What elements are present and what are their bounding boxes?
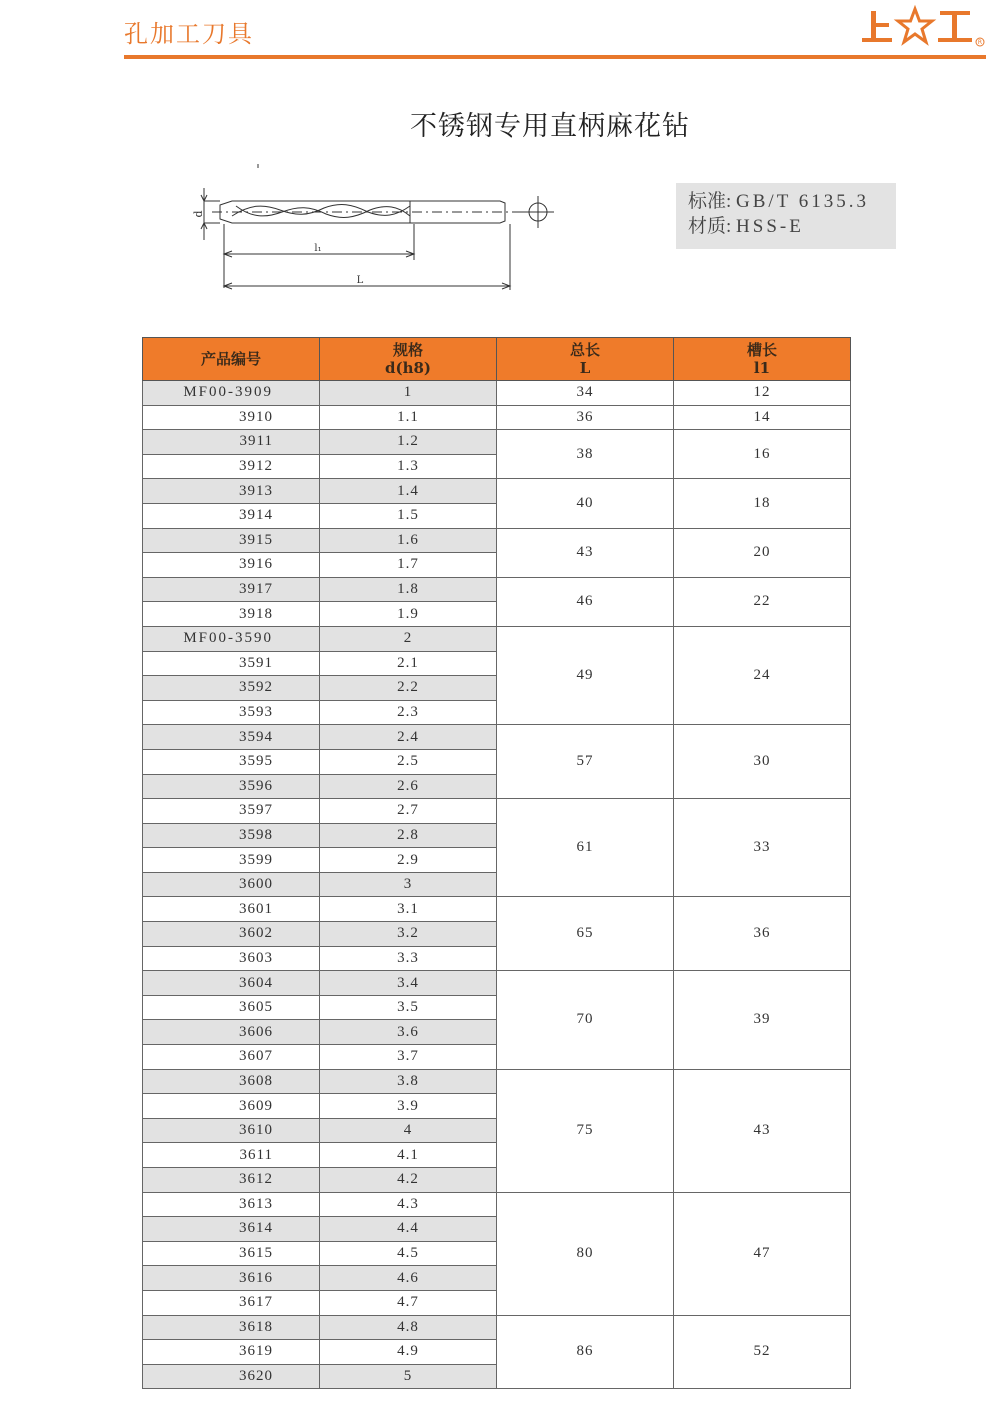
product-code-cell: 3915 <box>143 528 320 553</box>
table-body <box>143 381 851 1389</box>
table-row <box>143 381 851 406</box>
product-code-cell: 3610 <box>143 1118 320 1143</box>
drill-dimension-drawing <box>180 158 560 298</box>
diameter-cell: 3.1 <box>320 897 497 922</box>
diameter-cell: 3.3 <box>320 946 497 971</box>
flute-length-cell: 20 <box>674 528 851 577</box>
flute-length-cell: 52 <box>674 1315 851 1389</box>
header-size-sub: d(h8) <box>384 359 432 377</box>
product-code-cell: 3618 <box>143 1315 320 1340</box>
diameter-cell: 3 <box>320 872 497 897</box>
header-size-title: 规格 <box>392 341 423 359</box>
dimension-label-L: L <box>356 275 364 286</box>
flute-length-cell: 36 <box>674 897 851 971</box>
diameter-cell: 1.7 <box>320 553 497 578</box>
flute-length-cell: 24 <box>674 626 851 724</box>
header-total-length-title: 总长 <box>569 341 600 359</box>
total-length-cell: 65 <box>497 897 674 971</box>
flute-length-cell: 18 <box>674 479 851 528</box>
total-length-cell: 70 <box>497 971 674 1069</box>
table-row <box>143 528 851 553</box>
product-code-cell: 3620 <box>143 1364 320 1389</box>
diameter-cell: 5 <box>320 1364 497 1389</box>
flute-length-cell: 47 <box>674 1192 851 1315</box>
product-code-cell: 3617 <box>143 1290 320 1315</box>
header-total-length <box>497 338 674 381</box>
dimension-label-d: d <box>192 210 205 218</box>
product-code-cell: 3613 <box>143 1192 320 1217</box>
total-length-cell: 40 <box>497 479 674 528</box>
total-length-cell: 36 <box>497 405 674 430</box>
product-code-cell: 3614 <box>143 1217 320 1242</box>
header-size <box>320 338 497 381</box>
product-code-cell: 3616 <box>143 1266 320 1291</box>
diameter-cell: 1.1 <box>320 405 497 430</box>
product-code-cell: 3609 <box>143 1094 320 1119</box>
header-flute-length-title: 槽长 <box>746 341 777 359</box>
product-code-cell: 3596 <box>143 774 320 799</box>
product-code-cell: 3916 <box>143 553 320 578</box>
spec-box <box>676 183 896 249</box>
table-row <box>143 430 851 455</box>
diameter-cell: 2.7 <box>320 799 497 824</box>
flute-length-cell: 43 <box>674 1069 851 1192</box>
diameter-cell: 2.4 <box>320 725 497 750</box>
flute-length-cell: 16 <box>674 430 851 479</box>
section-title: 孔加工刀具 <box>124 20 254 48</box>
product-code-cell: 3611 <box>143 1143 320 1168</box>
diameter-cell: 4 <box>320 1118 497 1143</box>
product-code-cell: 3606 <box>143 1020 320 1045</box>
diameter-cell: 3.4 <box>320 971 497 996</box>
material-value: HSS-E <box>736 216 804 237</box>
total-length-cell: 75 <box>497 1069 674 1192</box>
product-code-cell: 3917 <box>143 577 320 602</box>
diameter-cell: 4.9 <box>320 1340 497 1365</box>
diameter-cell: 2.3 <box>320 700 497 725</box>
product-code-cell: 3910 <box>143 405 320 430</box>
product-code-cell: 3612 <box>143 1168 320 1193</box>
diameter-cell: 2.8 <box>320 823 497 848</box>
flute-length-cell: 33 <box>674 799 851 897</box>
product-code-cell: 3599 <box>143 848 320 873</box>
product-code-cell: 3600 <box>143 872 320 897</box>
diameter-cell: 3.7 <box>320 1045 497 1070</box>
diameter-cell: 3.5 <box>320 995 497 1020</box>
product-code-cell: 3913 <box>143 479 320 504</box>
product-code-cell: 3595 <box>143 749 320 774</box>
diameter-cell: 4.4 <box>320 1217 497 1242</box>
product-code-cell: 3605 <box>143 995 320 1020</box>
product-code-cell: 3601 <box>143 897 320 922</box>
product-code-cell: 3911 <box>143 430 320 455</box>
diameter-cell: 2.1 <box>320 651 497 676</box>
total-length-cell: 38 <box>497 430 674 479</box>
diameter-cell: 2.9 <box>320 848 497 873</box>
diameter-cell: 2.2 <box>320 676 497 701</box>
diameter-cell: 1.3 <box>320 454 497 479</box>
diameter-cell: 3.9 <box>320 1094 497 1119</box>
diameter-cell: 4.1 <box>320 1143 497 1168</box>
product-code-cell: 3914 <box>143 503 320 528</box>
total-length-cell: 57 <box>497 725 674 799</box>
product-code-cell: 3597 <box>143 799 320 824</box>
table-header-row <box>143 338 851 381</box>
flute-length-cell: 22 <box>674 577 851 626</box>
product-code-cell: MF00-3909 <box>143 381 320 406</box>
product-code-cell: 3918 <box>143 602 320 627</box>
total-length-cell: 80 <box>497 1192 674 1315</box>
page-title: 不锈钢专用直柄麻花钻 <box>410 111 690 142</box>
header-flute-length-sub: l1 <box>753 359 771 377</box>
product-code-cell: MF00-3590 <box>143 626 320 651</box>
standard-value: GB/T 6135.3 <box>736 191 869 212</box>
material-line <box>688 214 896 239</box>
diameter-cell: 1.4 <box>320 479 497 504</box>
product-code-cell: 3912 <box>143 454 320 479</box>
table-row <box>143 1315 851 1340</box>
diameter-cell: 4.3 <box>320 1192 497 1217</box>
dimension-label-l1: l₁ <box>314 243 322 254</box>
product-code-cell: 3608 <box>143 1069 320 1094</box>
diameter-cell: 3.2 <box>320 922 497 947</box>
standard-line <box>688 189 896 214</box>
product-code-cell: 3604 <box>143 971 320 996</box>
flute-length-cell: 14 <box>674 405 851 430</box>
product-code-cell: 3598 <box>143 823 320 848</box>
diameter-cell: 4.6 <box>320 1266 497 1291</box>
total-length-cell: 61 <box>497 799 674 897</box>
product-code-cell: 3593 <box>143 700 320 725</box>
table-row <box>143 1192 851 1217</box>
product-code-cell: 3594 <box>143 725 320 750</box>
total-length-cell: 46 <box>497 577 674 626</box>
diameter-cell: 1.8 <box>320 577 497 602</box>
product-code-cell: 3591 <box>143 651 320 676</box>
total-length-cell: 34 <box>497 381 674 406</box>
table-row <box>143 1069 851 1094</box>
table-row <box>143 799 851 824</box>
total-length-cell: 49 <box>497 626 674 724</box>
header-flute-length <box>674 338 851 381</box>
product-code-cell: 3602 <box>143 922 320 947</box>
diameter-cell: 4.8 <box>320 1315 497 1340</box>
product-code-cell: 3592 <box>143 676 320 701</box>
material-label: 材质: <box>688 216 732 237</box>
svg-text:R: R <box>977 39 983 46</box>
diameter-cell: 1 <box>320 381 497 406</box>
total-length-cell: 43 <box>497 528 674 577</box>
table-row <box>143 626 851 651</box>
flute-length-cell: 30 <box>674 725 851 799</box>
diameter-cell: 1.6 <box>320 528 497 553</box>
diameter-cell: 4.2 <box>320 1168 497 1193</box>
spec-table <box>142 337 851 1389</box>
diameter-cell: 2 <box>320 626 497 651</box>
header-code: 产品编号 <box>143 338 320 381</box>
product-code-cell: 3615 <box>143 1241 320 1266</box>
flute-length-cell: 39 <box>674 971 851 1069</box>
diameter-cell: 1.2 <box>320 430 497 455</box>
product-code-cell: 3603 <box>143 946 320 971</box>
table-row <box>143 971 851 996</box>
diameter-cell: 3.6 <box>320 1020 497 1045</box>
header-total-length-sub: L <box>579 359 591 377</box>
product-code-cell: 3619 <box>143 1340 320 1365</box>
table-row <box>143 577 851 602</box>
diameter-cell: 1.9 <box>320 602 497 627</box>
table-row <box>143 725 851 750</box>
total-length-cell: 86 <box>497 1315 674 1389</box>
diameter-cell: 2.6 <box>320 774 497 799</box>
flute-length-cell: 12 <box>674 381 851 406</box>
diameter-cell: 4.7 <box>320 1290 497 1315</box>
standard-label: 标准: <box>688 191 732 212</box>
diameter-cell: 4.5 <box>320 1241 497 1266</box>
product-code-cell: 3607 <box>143 1045 320 1070</box>
table-row <box>143 405 851 430</box>
diameter-cell: 1.5 <box>320 503 497 528</box>
table-row <box>143 897 851 922</box>
diameter-cell: 2.5 <box>320 749 497 774</box>
brand-logo <box>860 4 990 54</box>
diameter-cell: 3.8 <box>320 1069 497 1094</box>
header-rule <box>124 55 986 59</box>
table-row <box>143 479 851 504</box>
